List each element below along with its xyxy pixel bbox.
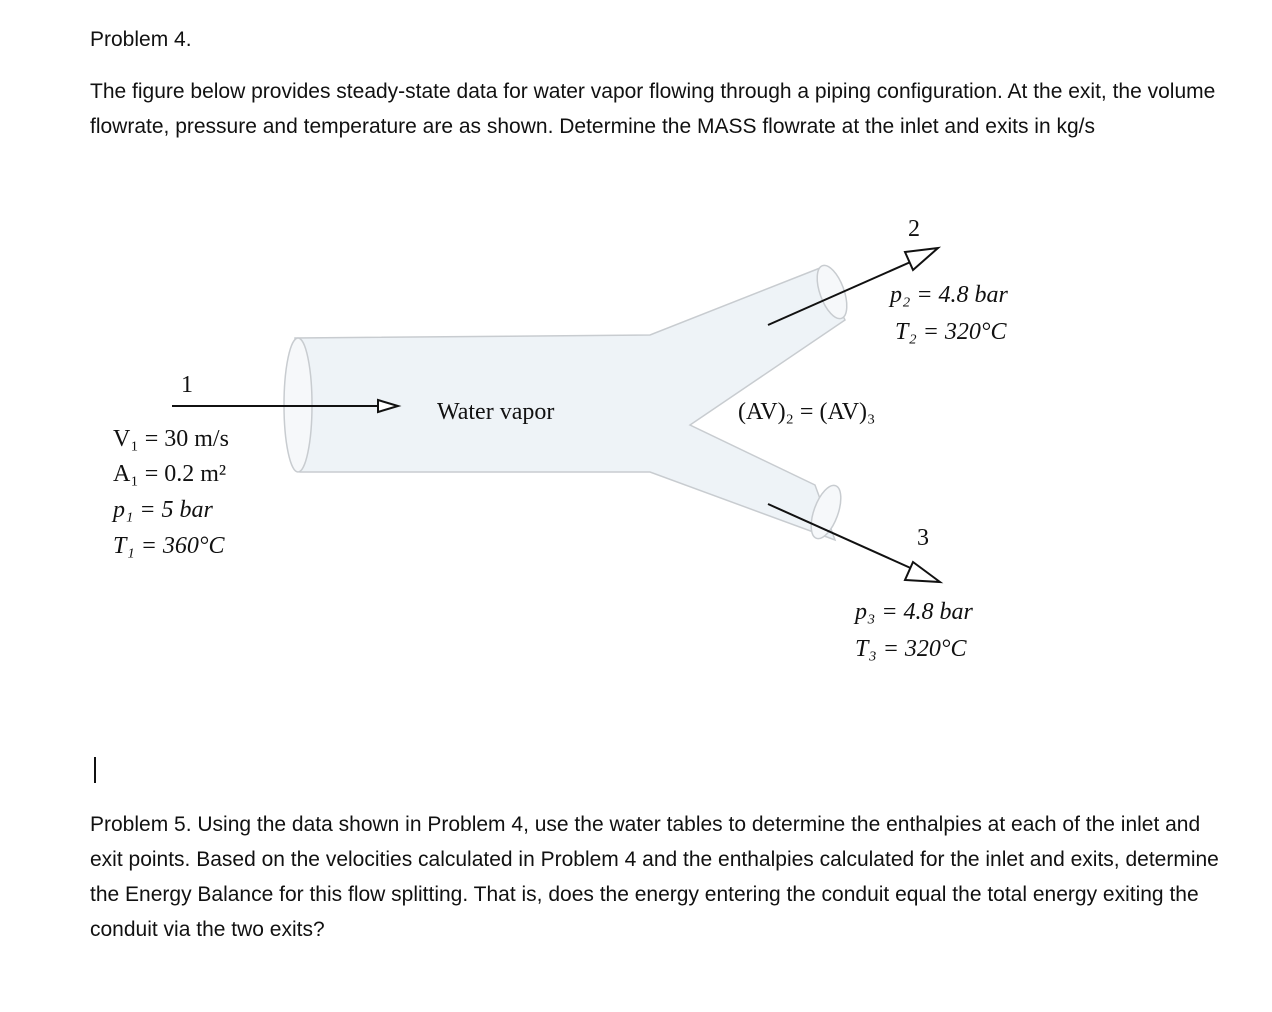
exit-3-pressure: p₃ = 4.8 bar [855, 599, 973, 625]
flow-relation: (AV)₂ = (AV)₃ [738, 399, 876, 425]
exit-3-arrow-head [905, 562, 940, 582]
problem-4-title: Problem 4. [90, 28, 192, 51]
inlet-velocity: V₁ = 30 m/s [113, 426, 229, 452]
inlet-pressure: p₁ = 5 bar [113, 497, 213, 523]
exit-2-station-label: 2 [908, 216, 920, 242]
inlet-temperature: T₁ = 360°C [113, 533, 225, 559]
piping-figure [0, 180, 1272, 700]
problem-5-body: Problem 5. Using the data shown in Problem 4, use the water tables to determine the enthalpies at each of the inlet and exit points. Based on the velocities calculated in Problem 4 and the enthalpies calculated for the inlet and exits, determine the Energy Balance for this flow splitting. That is, does the energy entering the conduit equal the total energy exiting the conduit via the two exits? [90, 813, 1219, 941]
inlet-station-label: 1 [181, 372, 193, 398]
exit-3-arrow-line [768, 504, 915, 570]
problem-4-body: The figure below provides steady-state data for water vapor flowing through a piping configuration. At the exit, the volume flowrate, pressure and temperature are as shown. Determine the MASS flowrate at the inlet and exits in kg/s [90, 80, 1216, 138]
exit-3-station-label: 3 [917, 525, 929, 551]
exit-2-arrow-head [905, 248, 938, 270]
text-cursor [94, 757, 96, 783]
inlet-area: A₁ = 0.2 m² [113, 461, 227, 487]
fluid-label: Water vapor [437, 399, 555, 425]
exit-3-temperature: T₃ = 320°C [855, 636, 967, 662]
exit-2-temperature: T₂ = 320°C [895, 319, 1007, 345]
exit-2-pressure: p₂ = 4.8 bar [890, 282, 1008, 308]
